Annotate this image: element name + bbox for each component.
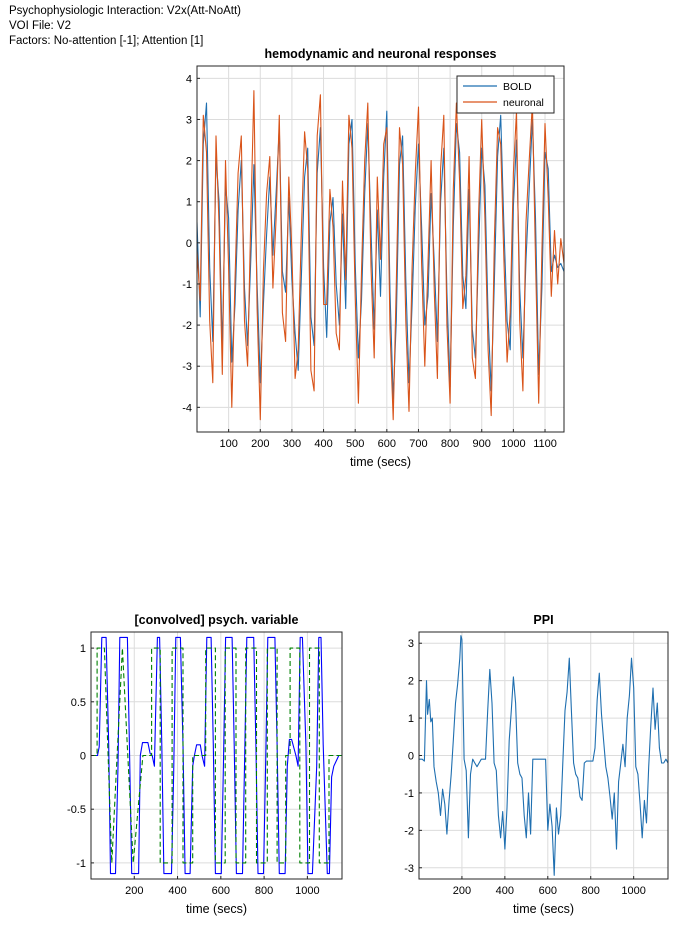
y-tick-label: 0 — [185, 237, 192, 250]
x-tick-label: 300 — [282, 438, 302, 450]
x-tick-label: 600 — [538, 885, 557, 897]
y-tick-label: 2 — [407, 675, 414, 688]
x-axis-label: time (secs) — [185, 902, 248, 916]
x-tick-label: 1000 — [621, 885, 646, 897]
chart-title: [convolved] psych. variable — [134, 613, 299, 627]
y-tick-label: -4 — [182, 402, 192, 415]
x-tick-label: 400 — [314, 438, 333, 450]
x-tick-label: 800 — [581, 885, 600, 897]
factors-label: Factors: No-attention [-1]; Attention [1] — [9, 35, 204, 47]
x-tick-label: 1100 — [533, 438, 557, 450]
chart-title: hemodynamic and neuronal responses — [264, 47, 497, 61]
y-tick-label: 0.5 — [70, 696, 86, 709]
y-tick-label: 3 — [185, 114, 192, 127]
x-tick-label: 600 — [211, 885, 231, 897]
x-tick-label: 200 — [452, 885, 472, 897]
voi-file-label: VOI File: V2 — [9, 20, 71, 32]
y-tick-label: -3 — [404, 862, 414, 875]
chart-panel-3 — [404, 613, 668, 916]
x-tick-label: 600 — [377, 438, 397, 450]
y-tick-label: 1 — [407, 713, 414, 726]
y-tick-label: 1 — [185, 196, 192, 209]
y-tick-label: -1 — [76, 857, 86, 870]
legend-label-neuronal: neuronal — [503, 97, 544, 109]
x-tick-label: 1000 — [501, 438, 526, 450]
x-tick-label: 1000 — [295, 885, 320, 897]
y-tick-label: -2 — [404, 825, 414, 838]
y-tick-label: 1 — [79, 643, 86, 656]
y-tick-label: 2 — [185, 155, 192, 168]
y-tick-label: -2 — [182, 320, 192, 333]
y-tick-label: -0.5 — [67, 804, 86, 817]
legend-label-bold: BOLD — [503, 81, 532, 93]
chart-panel-1 — [182, 47, 564, 469]
chart-panel-2 — [67, 613, 342, 916]
x-axis-label: time (secs) — [512, 902, 575, 916]
x-tick-label: 700 — [409, 438, 428, 450]
x-tick-label: 400 — [168, 885, 187, 897]
x-tick-label: 400 — [495, 885, 515, 897]
y-tick-label: -1 — [182, 278, 192, 291]
analysis-title: Psychophysiologic Interaction: V2x(Att-NoAtt) — [9, 5, 242, 17]
x-axis-label: time (secs) — [349, 455, 412, 469]
y-tick-label: 0 — [407, 750, 414, 763]
x-tick-label: 100 — [219, 438, 238, 450]
x-tick-label: 200 — [125, 885, 144, 897]
y-tick-label: 4 — [185, 73, 192, 86]
y-tick-label: 3 — [407, 638, 414, 651]
y-tick-label: -3 — [182, 361, 192, 374]
y-tick-label: 0 — [79, 750, 86, 763]
chart-title: PPI — [533, 613, 554, 627]
x-tick-label: 900 — [472, 438, 491, 450]
x-tick-label: 800 — [254, 885, 274, 897]
legend — [457, 76, 554, 113]
y-tick-label: -1 — [404, 787, 414, 800]
x-tick-label: 200 — [251, 438, 270, 450]
x-tick-label: 800 — [440, 438, 460, 450]
x-tick-label: 500 — [346, 438, 365, 450]
